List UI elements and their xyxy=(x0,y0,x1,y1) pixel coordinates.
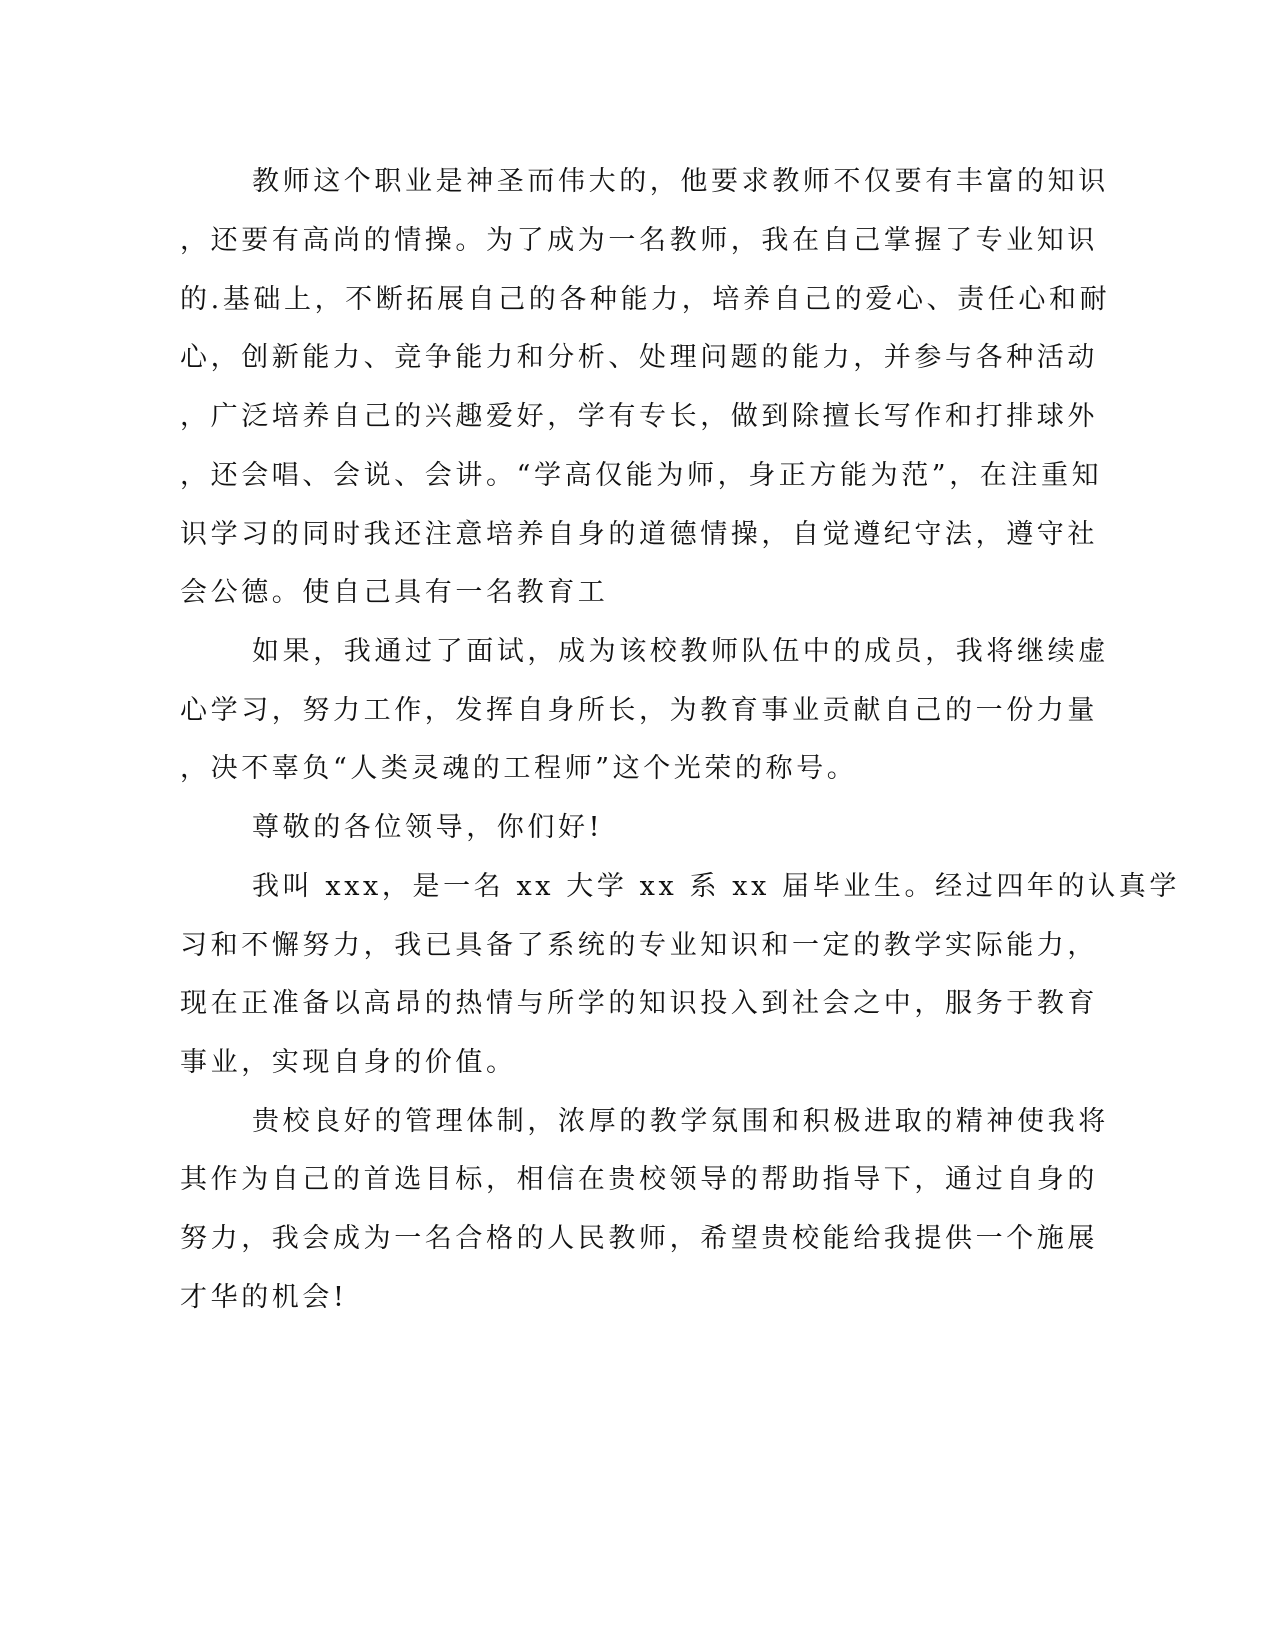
paragraph-line: 其作为自己的首选目标，相信在贵校领导的帮助指导下，通过自身的 xyxy=(180,1164,1098,1195)
paragraph-line: ，决不辜负“人类灵魂的工程师”这个光荣的称号。 xyxy=(180,753,858,784)
paragraph-line: 才华的机会! xyxy=(180,1282,348,1313)
paragraph-line: ，还要有高尚的情操。为了成为一名教师，我在自己掌握了专业知识 xyxy=(180,225,1098,256)
paragraph-line: 心，创新能力、竞争能力和分析、处理问题的能力，并参与各种活动 xyxy=(180,342,1098,373)
paragraph-line: 的.基础上，不断拓展自己的各种能力，培养自己的爱心、责任心和耐 xyxy=(180,284,1111,315)
paragraph-line: ，还会唱、会说、会讲。“学高仅能为师，身正方能为范”，在注重知 xyxy=(180,460,1103,491)
paragraph-line: 我叫 xxx，是一名 xx 大学 xx 系 xx 届毕业生。经过四年的认真学 xyxy=(252,871,1180,902)
paragraph-line: 教师这个职业是神圣而伟大的，他要求教师不仅要有丰富的知识 xyxy=(252,166,1109,197)
paragraph-line: 事业，实现自身的价值。 xyxy=(180,1047,517,1078)
paragraph-line: 如果，我通过了面试，成为该校教师队伍中的成员，我将继续虚 xyxy=(252,636,1109,667)
paragraph-line: ，广泛培养自己的兴趣爱好，学有专长，做到除擅长写作和打排球外 xyxy=(180,401,1098,432)
paragraph-line: 贵校良好的管理体制，浓厚的教学氛围和积极进取的精神使我将 xyxy=(252,1106,1109,1137)
paragraph-line: 现在正准备以高昂的热情与所学的知识投入到社会之中，服务于教育 xyxy=(180,988,1098,1019)
paragraph-line: 心学习，努力工作，发挥自身所长，为教育事业贡献自己的一份力量 xyxy=(180,695,1098,726)
paragraph-line: 习和不懈努力，我已具备了系统的专业知识和一定的教学实际能力， xyxy=(180,930,1098,961)
paragraph-line: 会公德。使自己具有一名教育工 xyxy=(180,577,609,608)
greeting-line: 尊敬的各位领导，你们好! xyxy=(252,812,604,843)
paragraph-line: 努力，我会成为一名合格的人民教师，希望贵校能给我提供一个施展 xyxy=(180,1223,1098,1254)
paragraph-line: 识学习的同时我还注意培养自身的道德情操，自觉遵纪守法，遵守社 xyxy=(180,519,1098,550)
